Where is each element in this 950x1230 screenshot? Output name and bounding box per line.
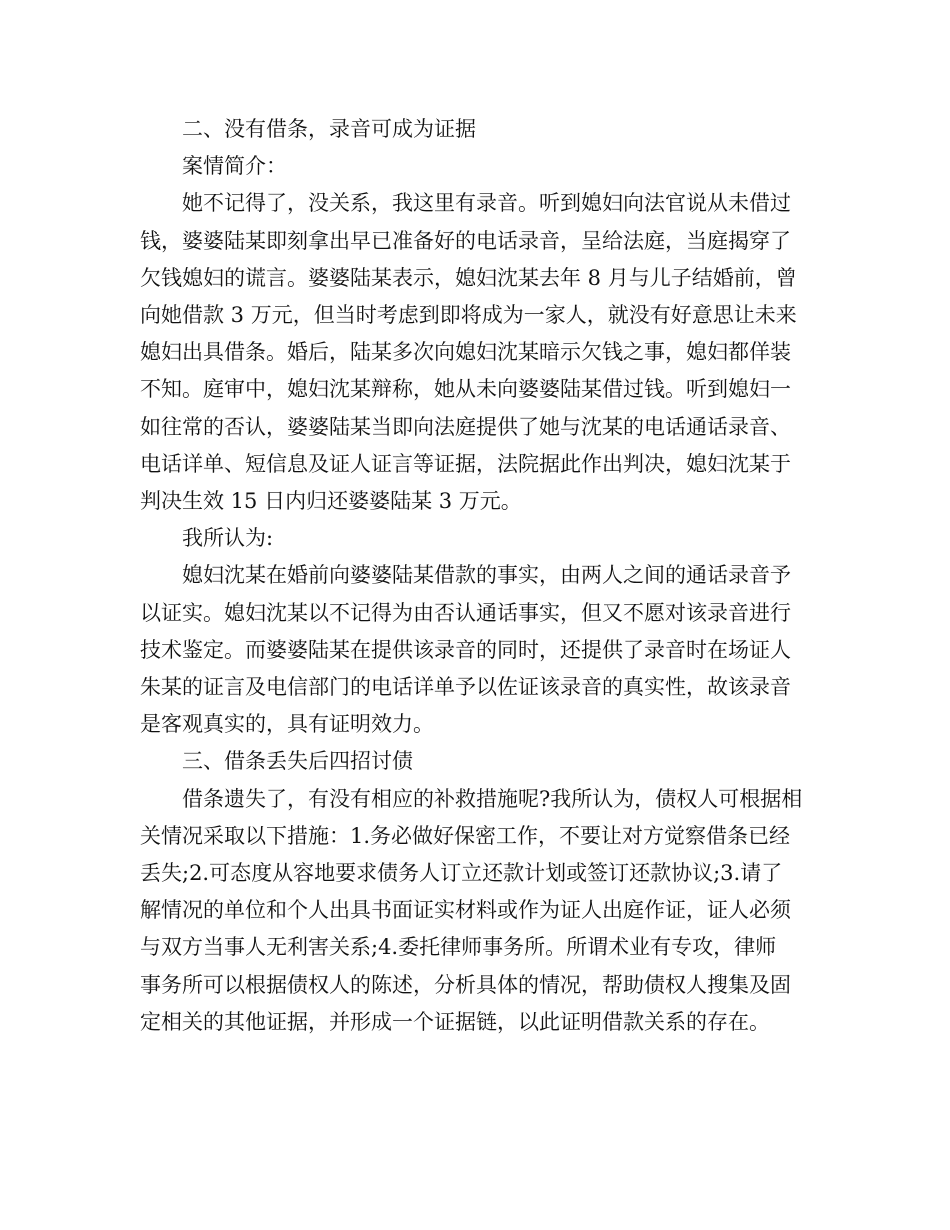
text-line: 判决生效 15 日内归还婆婆陆某 3 万元。 <box>140 489 522 514</box>
text-line: 三、借条丢失后四招讨债 <box>182 749 413 774</box>
text-line: 朱某的证言及电信部门的电话详单予以佐证该录音的真实性，故该录音 <box>140 675 791 700</box>
text-line: 技术鉴定。而婆婆陆某在提供该录音的同时，还提供了录音时在场证人 <box>140 637 791 662</box>
section-heading <box>140 111 812 148</box>
text-line: 定相关的其他证据，并形成一个证据链，以此证明借款关系的存在。 <box>140 1009 770 1034</box>
text-line: 她不记得了，没关系，我这里有录音。听到媳妇向法官说从未借过 <box>182 191 791 216</box>
text-line: 是客观真实的，具有证明效力。 <box>140 712 434 737</box>
remedy-paragraph <box>140 781 812 1041</box>
text-line: 与双方当事人无利害关系;4.委托律师事务所。所谓术业有专攻，律师 <box>140 935 777 960</box>
opinion-paragraph <box>140 557 812 743</box>
text-line: 解情况的单位和个人出具书面证实材料或作为证人出庭作证，证人必须 <box>140 898 791 923</box>
text-line: 不知。庭审中，媳妇沈某辩称，她从未向婆婆陆某借过钱。听到媳妇一 <box>140 377 791 402</box>
text-line: 丢失;2.可态度从容地要求债务人订立还款计划或签订还款协议;3.请了 <box>140 861 783 886</box>
case-intro-paragraph <box>140 185 812 520</box>
text-line: 媳妇出具借条。婚后，陆某多次向媳妇沈某暗示欠钱之事，媳妇都佯装 <box>140 340 791 365</box>
text-line: 关情况采取以下措施：1.务必做好保密工作，不要让对方觉察借条已经 <box>140 823 791 848</box>
text-line: 媳妇沈某在婚前向婆婆陆某借款的事实，由两人之间的通话录音予 <box>182 563 791 588</box>
text-line: 如往常的否认，婆婆陆某当即向法庭提供了她与沈某的电话通话录音、 <box>140 414 791 439</box>
case-intro-label <box>140 148 812 185</box>
text-line: 我所认为: <box>182 526 274 551</box>
text-line: 二、没有借条，录音可成为证据 <box>182 117 476 141</box>
text-line: 事务所可以根据债权人的陈述，分析具体的情况，帮助债权人搜集及固 <box>140 972 791 997</box>
opinion-label <box>140 520 812 557</box>
text-line: 向她借款 3 万元，但当时考虑到即将成为一家人，就没有好意思让未来 <box>140 303 797 328</box>
text-line: 借条遗失了，有没有相应的补救措施呢?我所认为，债权人可根据相 <box>182 786 803 811</box>
text-line: 案情简介： <box>182 154 287 179</box>
section-heading <box>140 743 812 780</box>
text-line: 以证实。媳妇沈某以不记得为由否认通话事实，但又不愿对该录音进行 <box>140 600 791 625</box>
text-line: 电话详单、短信息及证人证言等证据，法院据此作出判决，媳妇沈某于 <box>140 451 791 476</box>
text-line: 欠钱媳妇的谎言。婆婆陆某表示，媳妇沈某去年 8 月与儿子结婚前，曾 <box>140 265 797 290</box>
text-line: 钱，婆婆陆某即刻拿出早已准备好的电话录音，呈给法庭，当庭揭穿了 <box>140 228 791 253</box>
document-body <box>140 111 812 1041</box>
